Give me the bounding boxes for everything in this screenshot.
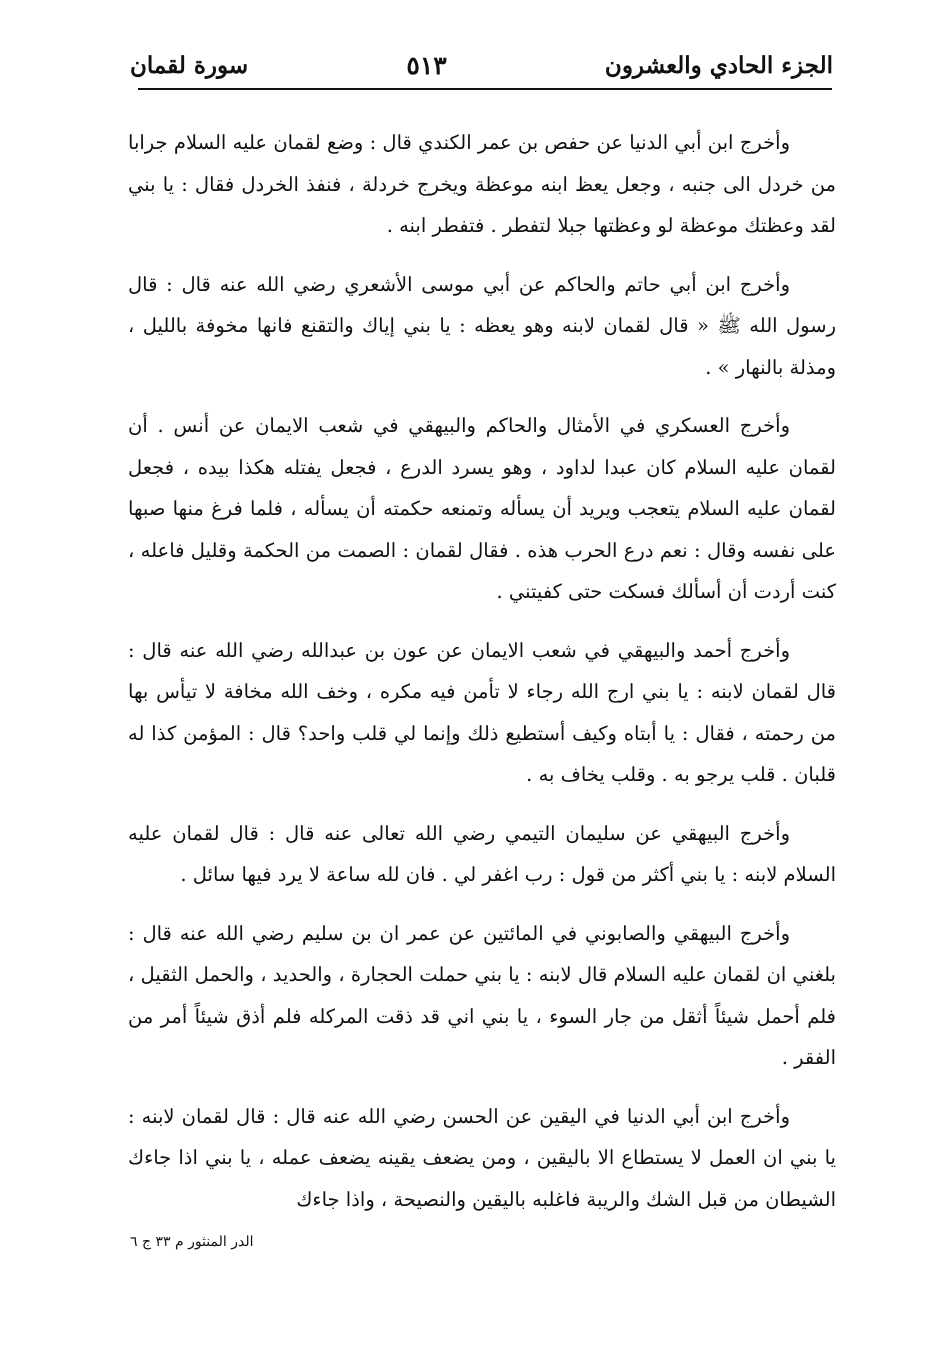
surah-title: سورة لقمان <box>130 51 249 79</box>
paragraph: وأخرج ابن أبي الدنيا عن حفص بن عمر الكندي قال : وضع لقمان عليه السلام جرابا من خردل الى جنبه ، وجعل يعظ ابنه موعظة ويخرج خردلة ، فنفذ الخردل فقال : يا بني لقد وعظتك موعظة لو وعظتها جبلا لتفطر . فتفطر ابنه . <box>128 131 836 237</box>
paragraph: وأخرج العسكري في الأمثال والحاكم والبيهقي في شعب الايمان عن أنس . أن لقمان عليه السلام كان عبدا لداود ، وهو يسرد الدرع ، فجعل يفتله هكذا بيده ، فجعل لقمان عليه السلام يتعجب ويريد أن يسأله وتمنعه حكمته أن يسأله ، فلما فرغ منها صبها على نفسه وقال : نعم درع الحرب هذه . فقال لقمان : الصمت من الحكمة وقليل فاعله ، كنت أردت أن أسألك فسكت حتى كفيتني . <box>128 414 836 603</box>
page-header <box>130 42 833 88</box>
page-number: ٥١٣ <box>406 50 447 80</box>
footnote: الدر المنثور م ٣٣ ج ٦ <box>130 1234 254 1250</box>
header-rule <box>138 88 832 90</box>
paragraph: وأخرج أحمد والبيهقي في شعب الايمان عن عون بن عبدالله رضي الله عنه قال : قال لقمان لابنه : يا بني ارج الله رجاء لا تأمن فيه مكره ، وخف الله مخافة لا تيأس بها من رحمته ، فقال : يا أبتاه وكيف أستطيع ذلك وإنما لي قلب واحد؟ قال : المؤمن كذا له قلبان . قلب يرجو به . وقلب يخاف به . <box>128 638 836 786</box>
paragraph: وأخرج البيهقي والصابوني في المائتين عن عمر ان بن سليم رضي الله عنه قال : بلغني ان لقمان عليه السلام قال لابنه : يا بني حملت الحجارة ، والحديد ، والحمل الثقيل ، فلم أحمل شيئاً أثقل من جار السوء ، يا بني اني قد ذقت المركله فلم أذق شيئاً أمر من الفقر . <box>128 921 836 1069</box>
paragraph: وأخرج البيهقي عن سليمان التيمي رضي الله تعالى عنه قال : قال لقمان عليه السلام لابنه : يا بني أكثر من قول : رب اغفر لي . فان لله ساعة لا يرد فيها سائل . <box>128 821 836 886</box>
paragraph: وأخرج ابن أبي حاتم والحاكم عن أبي موسى الأشعري رضي الله عنه قال : قال رسول الله ﷺ « قال لقمان لابنه وهو يعظه : يا بني إياك والتقنع فانها مخوفة بالليل ، ومذلة بالنهار » . <box>128 272 836 379</box>
part-title: الجزء الحادي والعشرون <box>604 51 833 79</box>
paragraph: وأخرج ابن أبي الدنيا في اليقين عن الحسن رضي الله عنه قال : قال لقمان لابنه : يا بني ان العمل لا يستطاع الا باليقين ، ومن يضعف يقينه يضعف عمله ، يا بني اذا جاءك الشيطان من قبل الشك والريبة فاغلبه باليقين والنصيحة ، واذا جاءك <box>128 1104 836 1211</box>
body-text <box>128 122 836 1237</box>
